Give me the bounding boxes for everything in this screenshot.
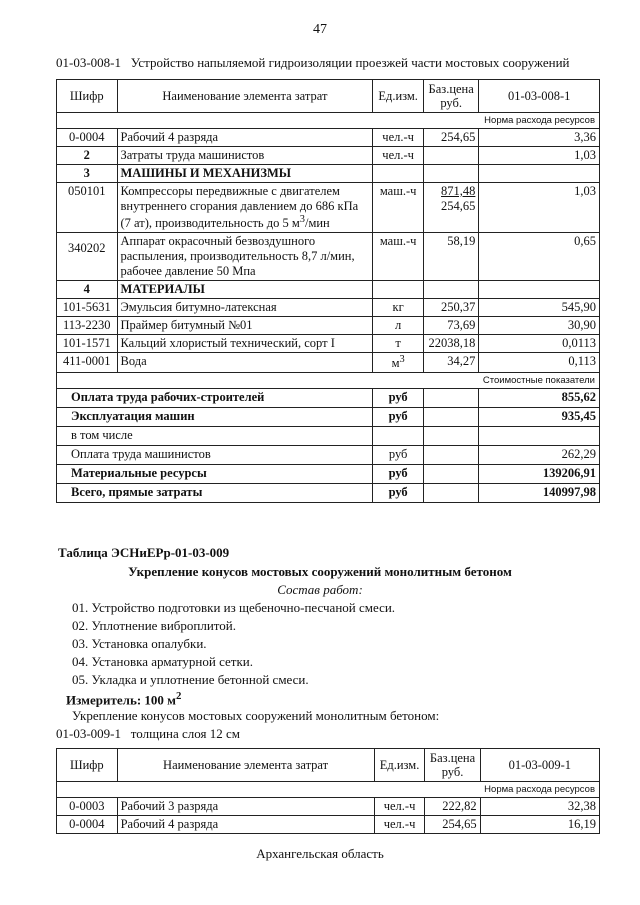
- resource-table-2: [56, 748, 600, 834]
- summary-row: в том числе: [57, 427, 600, 446]
- table-label: Таблица ЭСНиЕРр-01-03-009: [58, 545, 230, 560]
- work-item: 01. Устройство подготовки из щебеночно-песчаной смеси.: [72, 600, 396, 615]
- section-title: Устройство напыляемой гидроизоляции проезжей части мостовых сооружений: [130, 55, 570, 70]
- summary-row: Эксплуатация машин руб 935,45: [57, 408, 600, 427]
- cost-label: Стоимостные показатели: [479, 373, 600, 389]
- table-row: 0-0003 Рабочий 3 разряда чел.-ч 222,82 32,38: [57, 798, 600, 816]
- norm-label-row: Норма расхода ресурсов: [57, 782, 600, 798]
- norm-label: Норма расхода ресурсов: [479, 113, 600, 129]
- section-code: 01-03-008-1: [56, 55, 121, 70]
- table-header: Шифр Наименование элемента затрат Ед.изм. Баз.цена руб. 01-03-009-1: [57, 749, 600, 782]
- page-footer: Архангельская область: [256, 846, 384, 861]
- table-row: 340202 Аппарат окрасочный безвоздушного распыления, производительность 8,7 л/мин, рабочее давление 50 Мпа маш.-ч 58,19 0,65: [57, 233, 600, 281]
- summary-row: Материальные ресурсы руб 139206,91: [57, 465, 600, 484]
- table-header: [57, 80, 600, 113]
- table-title: Укрепление конусов мостовых сооружений монолитным бетоном: [128, 564, 512, 579]
- work-item: 04. Установка арматурной сетки.: [72, 654, 253, 669]
- summary-row: Оплата труда машинистов руб 262,29: [57, 446, 600, 465]
- sub-caption: 01-03-009-1 толщина слоя 12 см: [56, 726, 241, 741]
- table-row: 2 Затраты труда машинистов чел.-ч 1,03: [57, 147, 600, 165]
- cost-label-row: [57, 373, 600, 389]
- summary-row: Оплата труда рабочих-строителей руб 855,62: [57, 389, 600, 408]
- section-row-machines: 3 МАШИНЫ И МЕХАНИЗМЫ: [57, 165, 600, 183]
- work-item: 02. Уплотнение виброплитой.: [72, 618, 237, 633]
- col-norm: 01-03-008-1: [479, 80, 600, 113]
- col-name: Наименование элемента затрат: [117, 80, 373, 113]
- table-row: 0-0004 Рабочий 4 разряда чел.-ч 254,65 16,19: [57, 816, 600, 834]
- table-row: 101-5631 Эмульсия битумно-латексная кг 250,37 545,90: [57, 299, 600, 317]
- table-row: 411-0001 Вода $м^3$ 34,27 0,113: [57, 353, 600, 373]
- intro-text: Укрепление конусов мостовых сооружений монолитным бетоном:: [72, 708, 440, 723]
- meter: Измеритель: 100 $м^2$: [66, 690, 182, 708]
- norm-label-row: [57, 113, 600, 129]
- section-caption: [56, 55, 570, 71]
- col-price: Баз.цена руб.: [423, 80, 478, 113]
- work-item: 05. Укладка и уплотнение бетонной смеси.: [72, 672, 309, 687]
- table-row: 101-1571 Кальций хлористый технический, сорт I т 22038,18 0,0113: [57, 335, 600, 353]
- works-heading: Состав работ:: [277, 582, 363, 597]
- table-row: 050101 Компрессоры передвижные с двигателем внутреннего сгорания давлением до 686 кПа (7 ат), производительность до 5 $м^3$/мин маш.-ч 871,48 254,65 1,03: [57, 183, 600, 233]
- work-item: 03. Установка опалубки.: [72, 636, 207, 651]
- section-row-materials: 4 МАТЕРИАЛЫ: [57, 281, 600, 299]
- resource-table-1: [56, 79, 600, 503]
- col-code: Шифр: [57, 80, 118, 113]
- page-number: 47: [313, 22, 327, 37]
- table-row: 0-0004 Рабочий 4 разряда чел.-ч 254,65 3,36: [57, 129, 600, 147]
- summary-row: Всего, прямые затраты руб 140997,98: [57, 484, 600, 503]
- table-row: 113-2230 Праймер битумный №01 л 73,69 30,90: [57, 317, 600, 335]
- col-unit: Ед.изм.: [373, 80, 424, 113]
